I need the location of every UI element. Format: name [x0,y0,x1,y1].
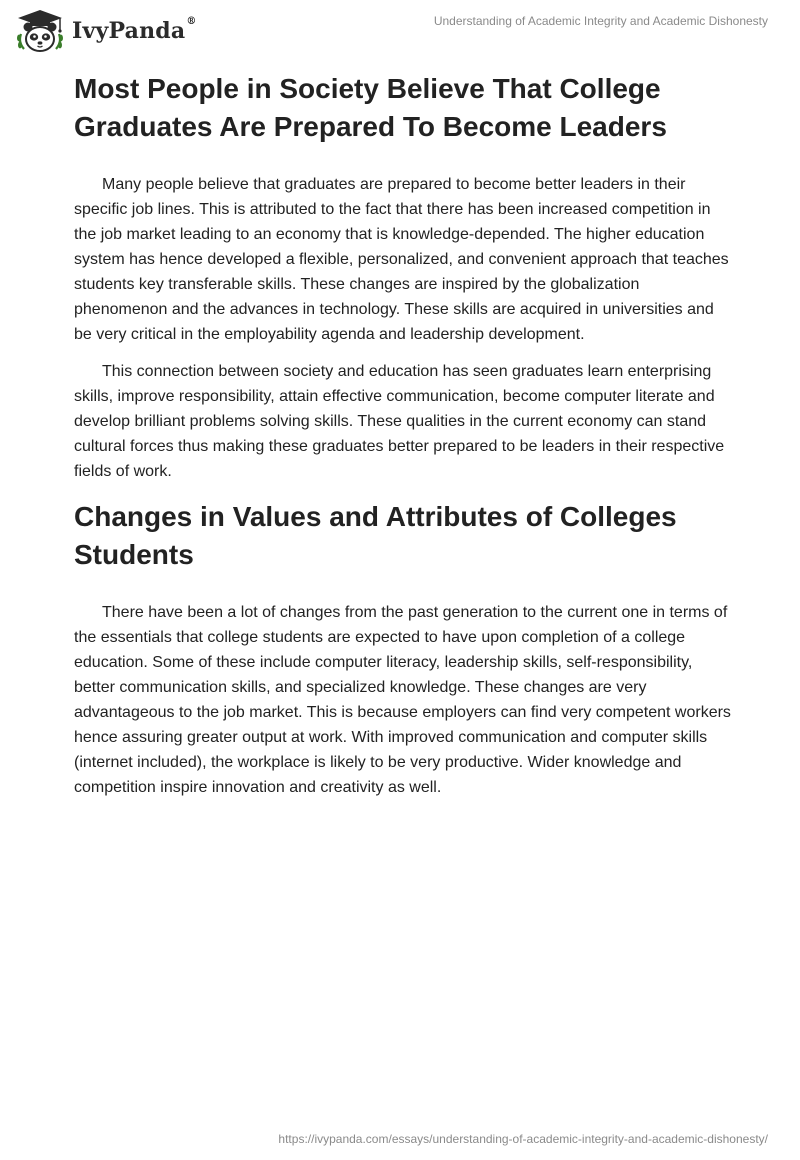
panda-graduate-icon [14,8,66,54]
section-heading: Most People in Society Believe That College Graduates Are Prepared To Become Leaders [74,73,667,142]
ivypanda-logo[interactable] [14,8,197,54]
essay-content [74,70,734,812]
source-url[interactable]: https://ivypanda.com/essays/understanding-of-academic-integrity-and-academic-dishonesty/ [278,1132,768,1146]
paragraph: Many people believe that graduates are prepared to become better leaders in their specific job lines. This is attributed to the fact that there has been increased competition in the job market leading to an economy that is knowledge-depended. The higher education system has hence developed a flexible, personalized, and convenient approach that teaches students key transferable skills. These changes are inspired by the globalization phenomenon and the advances in technology. These skills are acquired in universities and be very critical in the employability agenda and leadership development. [74,176,729,343]
paragraph: This connection between society and education has seen graduates learn enterprising skills, improve responsibility, attain effective communication, become computer literate and develop brilliant problems solving skills. These qualities in the current economy can stand cultural forces thus making these graduates better prepared to be leaders in their respective fields of work. [74,363,725,480]
section-body [74,600,734,800]
document-title: Understanding of Academic Integrity and Academic Dishonesty [433,14,768,28]
brand-name-text: IvyPanda [72,18,186,44]
paragraph: There have been a lot of changes from the past generation to the current one in terms of the essentials that college students are expected to have upon completion of a college education. Some of these include computer literacy, leadership skills, self-responsibility, better communication skills, and specialized knowledge. These changes are very advantageous to the job market. This is because employers can find very competent workers hence assuring greater output at work. With improved communication and computer skills (internet included), the workplace is likely to be very productive. Wider knowledge and competition inspire innovation and creativity as well. [74,604,731,796]
section-heading: Changes in Values and Attributes of Colleges Students [74,501,677,570]
section-body [74,172,734,484]
page-header [0,0,800,60]
brand-name [72,18,197,44]
registered-mark: ® [186,16,197,27]
